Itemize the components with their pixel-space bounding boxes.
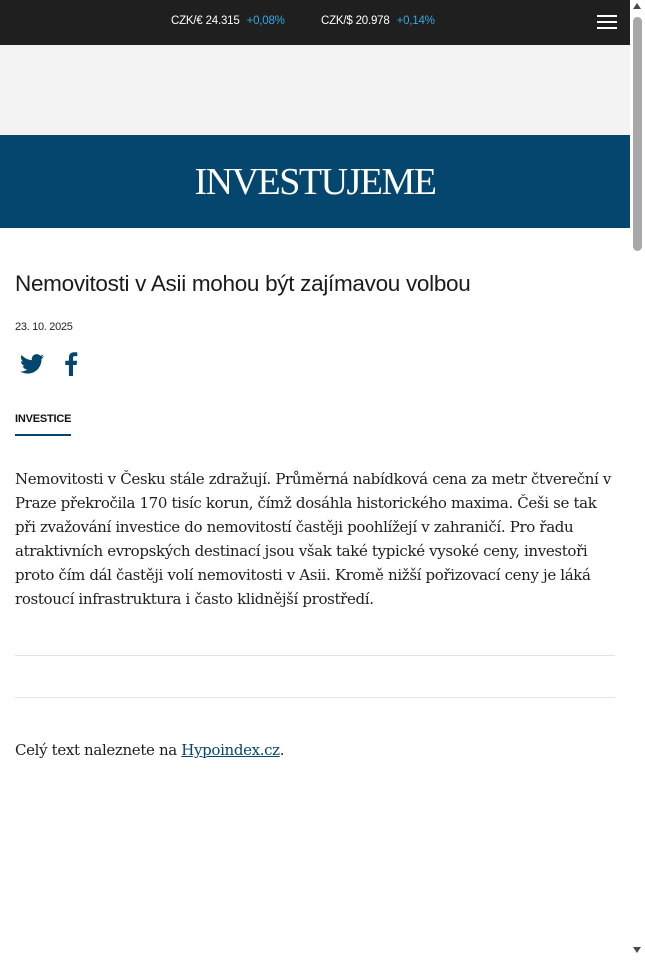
- source-suffix: .: [279, 741, 285, 759]
- source-link[interactable]: Hypoindex.cz: [181, 741, 280, 759]
- divider: [15, 697, 615, 698]
- eur-rate: [171, 15, 285, 27]
- usd-rate-change: +0,14%: [396, 15, 435, 27]
- top-bar: [0, 0, 630, 45]
- source-note: [15, 738, 284, 762]
- facebook-icon[interactable]: [62, 352, 80, 376]
- scroll-down-arrow-icon[interactable]: [633, 947, 641, 953]
- article-perex: Nemovitosti v Česku stále zdražují. Průměrná nabídková cena za metr čtvereční v Praze překročila 170 tisíc korun, čímž dosáhla historického maxima. Češi se tak při zvažování investice do nemovitostí častěji poohlížejí v zahraničí. Pro řadu atraktivních evropských destinací jsou však také typické vysoké ceny, investoři proto čím dál častěji volí nemovitosti v Asii. Kromě nižší pořizovací ceny je láká rostoucí infrastruktura i často klidnější prostředí.: [15, 470, 612, 608]
- eur-rate-value: CZK/€ 24.315: [171, 15, 240, 27]
- menu-line: [597, 21, 617, 23]
- twitter-icon[interactable]: [20, 353, 44, 375]
- usd-rate-value: CZK/$ 20.978: [321, 15, 390, 27]
- menu-line: [597, 15, 617, 17]
- eur-rate-change: +0,08%: [246, 15, 285, 27]
- category-link[interactable]: INVESTICE: [15, 413, 71, 436]
- scroll-up-arrow-icon[interactable]: [633, 3, 641, 9]
- source-prefix: Celý text naleznete na: [15, 741, 182, 759]
- site-logo[interactable]: INVESTUJEME: [194, 161, 436, 203]
- article-title: Nemovitosti v Asii mohou být zajímavou volbou: [15, 271, 471, 296]
- hamburger-menu-icon[interactable]: [597, 13, 617, 31]
- menu-line: [597, 27, 617, 29]
- usd-rate: [321, 15, 435, 27]
- scrollbar-thumb[interactable]: [633, 17, 642, 251]
- divider: [15, 655, 615, 656]
- article-date: 23. 10. 2025: [15, 321, 73, 333]
- ad-space: [0, 45, 630, 135]
- brand-banner: [0, 135, 630, 228]
